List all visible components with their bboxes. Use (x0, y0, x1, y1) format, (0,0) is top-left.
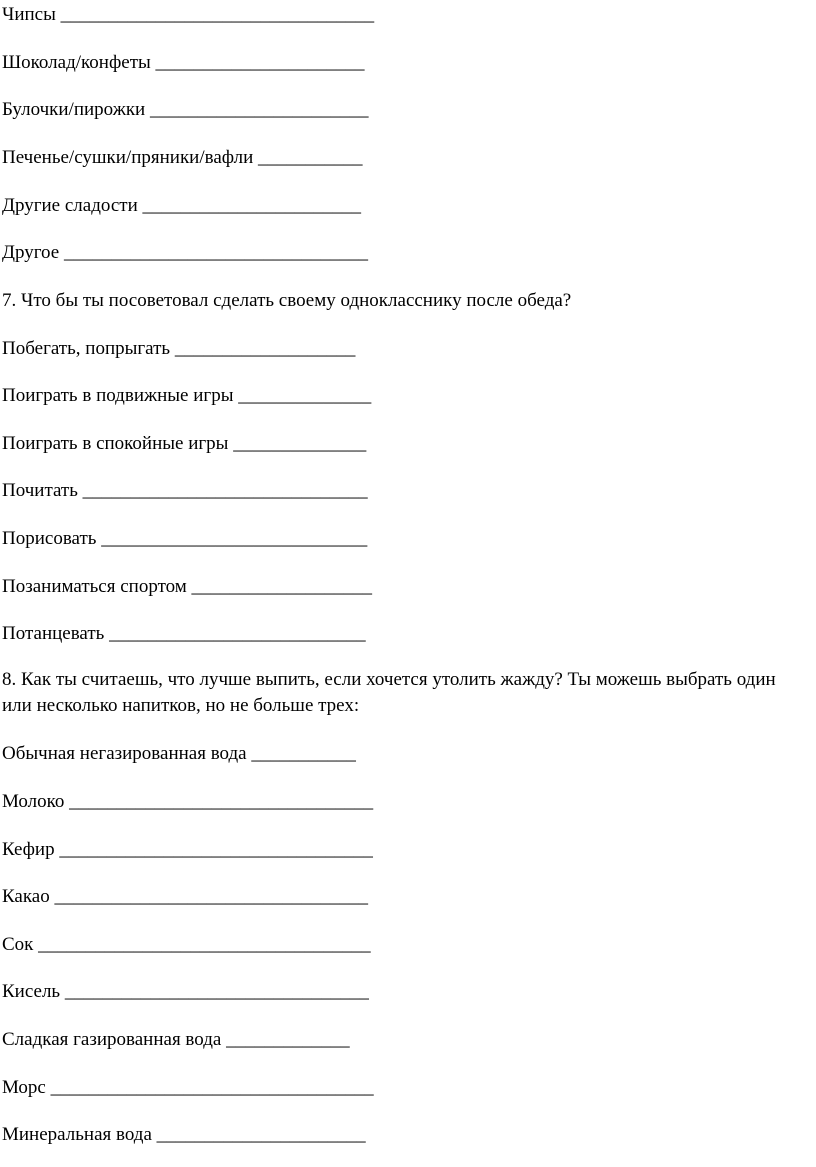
option-read: Почитать ______________________________ (2, 480, 368, 501)
option-run-jump: Побегать, попрыгать ___________________ (2, 338, 356, 359)
option-mineral-water: Минеральная вода ______________________ (2, 1124, 366, 1145)
option-other-sweets: Другие сладости _______________________ (2, 195, 361, 216)
option-buns-pies: Булочки/пирожки _______________________ (2, 99, 369, 120)
option-chocolate-candy: Шоколад/конфеты ______________________ (2, 52, 365, 73)
option-cocoa: Какао _________________________________ (2, 886, 368, 907)
option-dance: Потанцевать ___________________________ (2, 623, 366, 644)
option-milk: Молоко ________________________________ (2, 791, 374, 812)
option-draw: Порисовать ____________________________ (2, 528, 368, 549)
question-7: 7. Что бы ты посоветовал сделать своему однокласснику после обеда? (2, 290, 572, 311)
option-kissel: Кисель ________________________________ (2, 981, 369, 1002)
option-juice: Сок ___________________________________ (2, 934, 371, 955)
option-calm-games: Поиграть в спокойные игры ______________ (2, 433, 367, 454)
option-active-games: Поиграть в подвижные игры ______________ (2, 385, 372, 406)
option-mors: Морс __________________________________ (2, 1077, 374, 1098)
option-sports: Позаниматься спортом ___________________ (2, 576, 373, 597)
option-other: Другое ________________________________ (2, 242, 368, 263)
question-8: 8. Как ты считаешь, что лучше выпить, если хочется утолить жажду? Ты можешь выбрать один или несколько напитков, но не больше трех: (2, 669, 776, 716)
option-cookies-waffles: Печенье/сушки/пряники/вафли ___________ (2, 147, 363, 168)
option-still-water: Обычная негазированная вода ___________ (2, 743, 356, 764)
option-chips: Чипсы _________________________________ (2, 4, 375, 25)
option-sweet-soda: Сладкая газированная вода _____________ (2, 1029, 350, 1050)
option-kefir: Кефир _________________________________ (2, 839, 373, 860)
